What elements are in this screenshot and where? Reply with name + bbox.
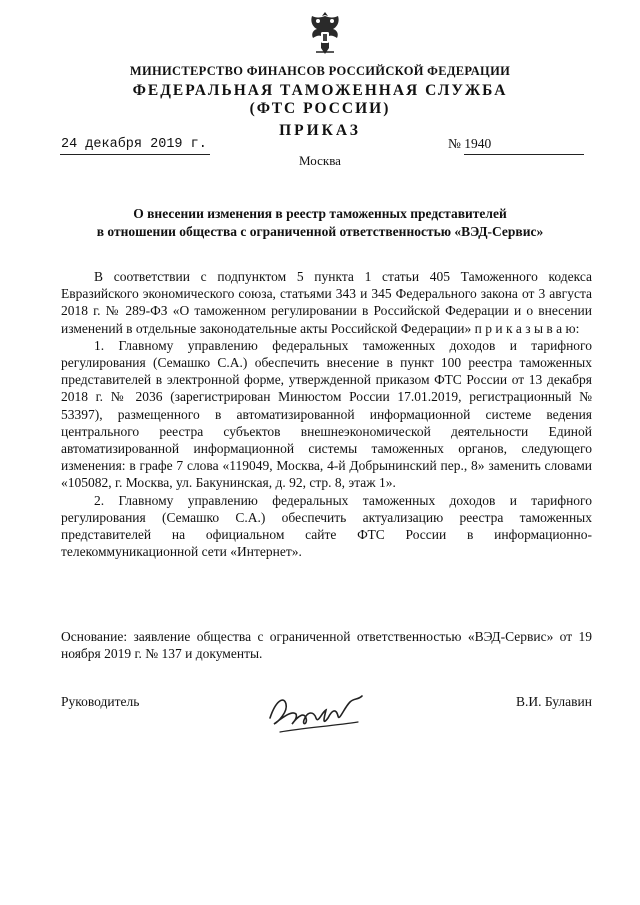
item-2-paragraph: 2. Главному управлению федеральных таможенных доходов и тарифного регулирования (Семашко С.А.) обеспечить актуализацию реестра таможенных представителей на официальном сайте ФТС России в информационно-телекоммуникационной сети «Интернет».	[61, 492, 592, 560]
signatory-role: Руководитель	[61, 694, 140, 709]
signatory-name: В.И. Булавин	[515, 694, 592, 709]
preamble-paragraph: В соответствии с подпунктом 5 пункта 1 статьи 405 Таможенного кодекса Евразийского экономического союза, статьями 343 и 345 Федерального закона от 3 августа 2018 г. № 289-ФЗ «О таможенном регулировании в Российской Федерации и о внесении изменений в отдельные законодательные акты Российской Федерации» п р и к а з ы в а ю:	[61, 269, 592, 336]
ministry-name: МИНИСТЕРСТВО ФИНАНСОВ РОССИЙСКОЙ ФЕДЕРАЦИИ	[129, 64, 511, 78]
basis-paragraph: Основание: заявление общества с ограниченной ответственностью «ВЭД-Сервис» от 19 ноября 2019 г. № 137 и документы.	[61, 629, 592, 662]
city: Москва	[299, 153, 341, 168]
order-date: 24 декабря 2019 г.	[61, 137, 207, 152]
coat-of-arms-icon	[304, 8, 346, 58]
service-name: ФЕДЕРАЛЬНАЯ ТАМОЖЕННАЯ СЛУЖБА	[132, 82, 508, 99]
subject-line-2: в отношении общества с ограниченной ответственностью «ВЭД-Сервис»	[96, 224, 544, 239]
handwritten-signature	[262, 688, 372, 736]
order-body	[61, 268, 592, 560]
basis-section	[61, 628, 592, 662]
order-subject	[40, 205, 600, 241]
item-1-paragraph: 1. Главному управлению федеральных таможенных доходов и тарифного регулирования (Семашко С.А.) обеспечить внесение в пункт 100 реестра таможенных представителей в электронной форме, утвержденной приказом ФТС России от 13 декабря 2018 г. № 2036 (зарегистрирован Минюстом России 17.01.2019, регистрационный № 53397), размещенного в автоматизированной информационной системе ведения центрального реестра субъектов внешнеэкономической деятельности Единой автоматизированной информационной системы таможенных органов, следующего изменения: в графе 7 слова «119049, Москва, 4-й Добрынинский пер., 8» заменить словами «105082, г. Москва, ул. Бакунинская, д. 92, стр. 8, этаж 1».	[61, 337, 592, 491]
document-type: ПРИКАЗ	[279, 122, 361, 139]
service-abbreviation: (ФТС РОССИИ)	[249, 100, 391, 117]
subject-line-1: О внесении изменения в реестр таможенных представителей	[133, 206, 507, 221]
order-number: № 1940	[448, 136, 492, 151]
